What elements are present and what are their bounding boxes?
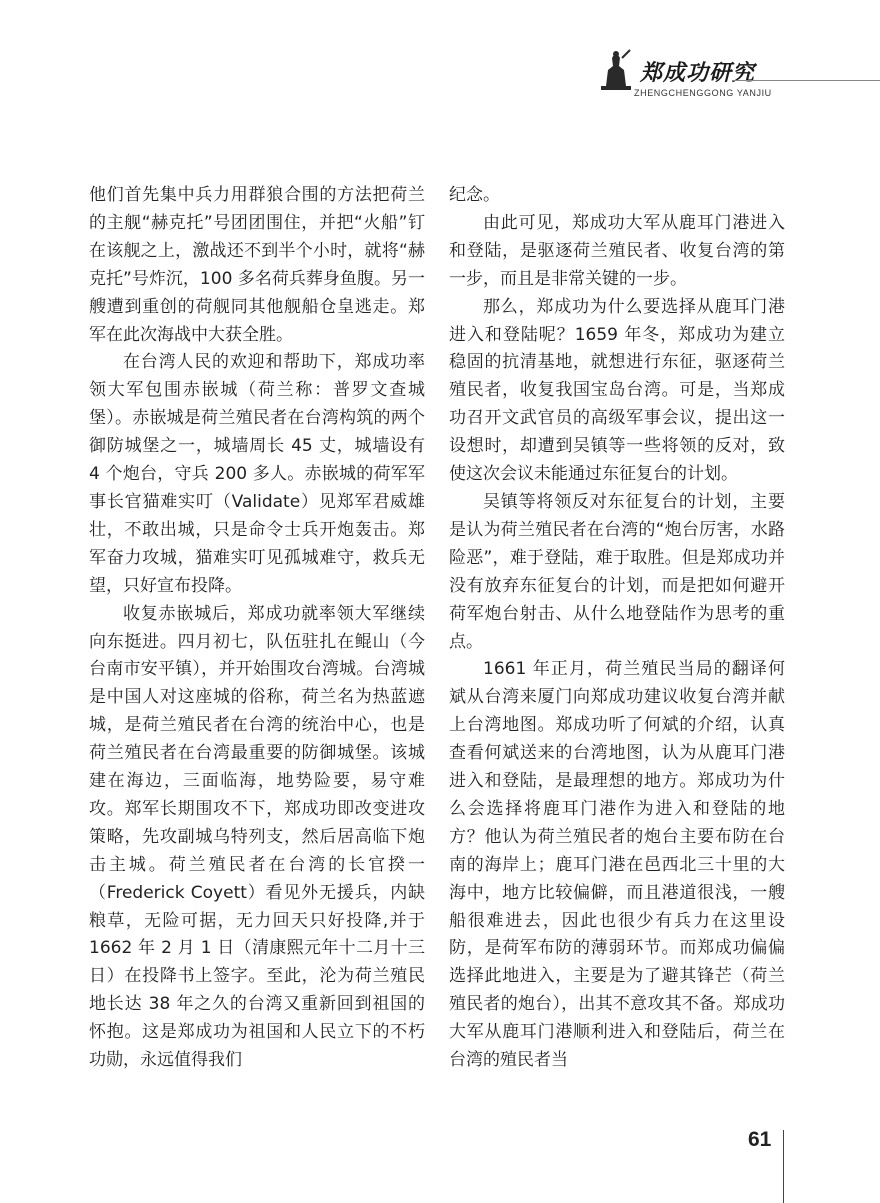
journal-subtitle: ZHENGCHENGGONG YANJIU xyxy=(634,88,772,98)
journal-title: 郑成功研究 xyxy=(640,60,756,86)
paragraph: 收复赤嵌城后，郑成功就率领大军继续向东挺进。四月初七，队伍驻扎在鲲山（今台南市安平镇），并开始围攻台湾城。台湾城是中国人对这座城的俗称，荷兰名为热蓝遮城，是荷兰殖民者在台湾的统治中心，也是荷兰殖民者在台湾最重要的防御城堡。该城建在海边，三面临海，地势险要，易守难攻。郑军长期围攻不下，郑成功即改变进攻策略，先攻副城乌特列支，然后居高临下炮击主城。荷兰殖民者在台湾的长官揆一（Frederick Coyett）看见外无援兵，内缺粮草，无险可据，无力回天只好投降,并于 1662 年 2 月 1 日（清康熙元年十二月十三日）在投降书上签字。至此，沦为荷兰殖民地长达 38 年之久的台湾又重新回到祖国的怀抱。这是郑成功为祖国和人民立下的不朽功勋，永远值得我们 xyxy=(89,603,425,1071)
paragraph: 那么，郑成功为什么要选择从鹿耳门港进入和登陆呢？1659 年冬，郑成功为建立稳固的抗清基地，就想进行东征，驱逐荷兰殖民者，收复我国宝岛台湾。可是，当郑成功召开文武官员的高级军事会议，提出这一设想时，却遭到吴镇等一些将领的反对，致使这次会议未能通过东征复台的计划。 xyxy=(449,296,785,485)
paragraph: 由此可见，郑成功大军从鹿耳门港进入和登陆，是驱逐荷兰殖民者、收复台湾的第一步，而且是非常关键的一步。 xyxy=(449,212,785,289)
folio-rule xyxy=(783,1130,784,1203)
paragraph: 吴镇等将领反对东征复台的计划，主要是认为荷兰殖民者在台湾的“炮台厉害，水路险恶”，难于登陆，难于取胜。但是郑成功并没有放弃东征复台的计划，而是把如何避开荷军炮台射击、从什么地登陆作为思考的重点。 xyxy=(449,491,785,652)
paragraph: 在台湾人民的欢迎和帮助下，郑成功率领大军包围赤嵌城（荷兰称：普罗文查城堡）。赤嵌城是荷兰殖民者在台湾构筑的两个御防城堡之一，城墙周长 45 丈，城墙设有 4 个炮台，守兵 200 多人。赤嵌城的荷军军事长官猫难实叮（Validate）见郑军君威雄壮，不敢出城，只是命令士兵开炮轰击。郑军奋力攻城，猫难实叮见孤城难守，救兵无望，只好宣布投降。 xyxy=(89,352,425,596)
paragraph: 他们首先集中兵力用群狼合围的方法把荷兰的主舰“赫克托”号团团围住，并把“火船”钉在该舰之上，激战还不到半个小时，就将“赫克托”号炸沉，100 多名荷兵葬身鱼腹。另一艘遭到重创的荷舰同其他舰船仓皇逃走。郑军在此次海战中大获全胜。 xyxy=(89,185,425,345)
right-column xyxy=(449,182,785,1075)
statue-icon xyxy=(597,48,635,92)
journal-masthead xyxy=(0,0,880,120)
paragraph: 1661 年正月，荷兰殖民当局的翻译何斌从台湾来厦门向郑成功建议收复台湾并献上台湾地图。郑成功听了何斌的介绍，认真查看何斌送来的台湾地图，认为从鹿耳门港进入和登陆，是最理想的地方。郑成功为什么会选择将鹿耳门港作为进入和登陆的地方？他认为荷兰殖民者的炮台主要布防在台南的海岸上；鹿耳门港在邑西北三十里的大海中，地方比较偏僻，而且港道很浅，一艘船很难进去，因此也很少有兵力在这里设防，是荷军布防的薄弱环节。而郑成功偏偏选择此地进入，主要是为了避其锋芒（荷兰殖民者的炮台），出其不意攻其不备。郑成功大军从鹿耳门港顺利进入和登陆后，荷兰在台湾的殖民者当 xyxy=(449,659,785,1071)
page-number: 61 xyxy=(748,1128,772,1151)
left-column xyxy=(89,182,425,1075)
masthead-rule xyxy=(732,80,880,81)
paragraph: 纪念。 xyxy=(449,185,500,205)
